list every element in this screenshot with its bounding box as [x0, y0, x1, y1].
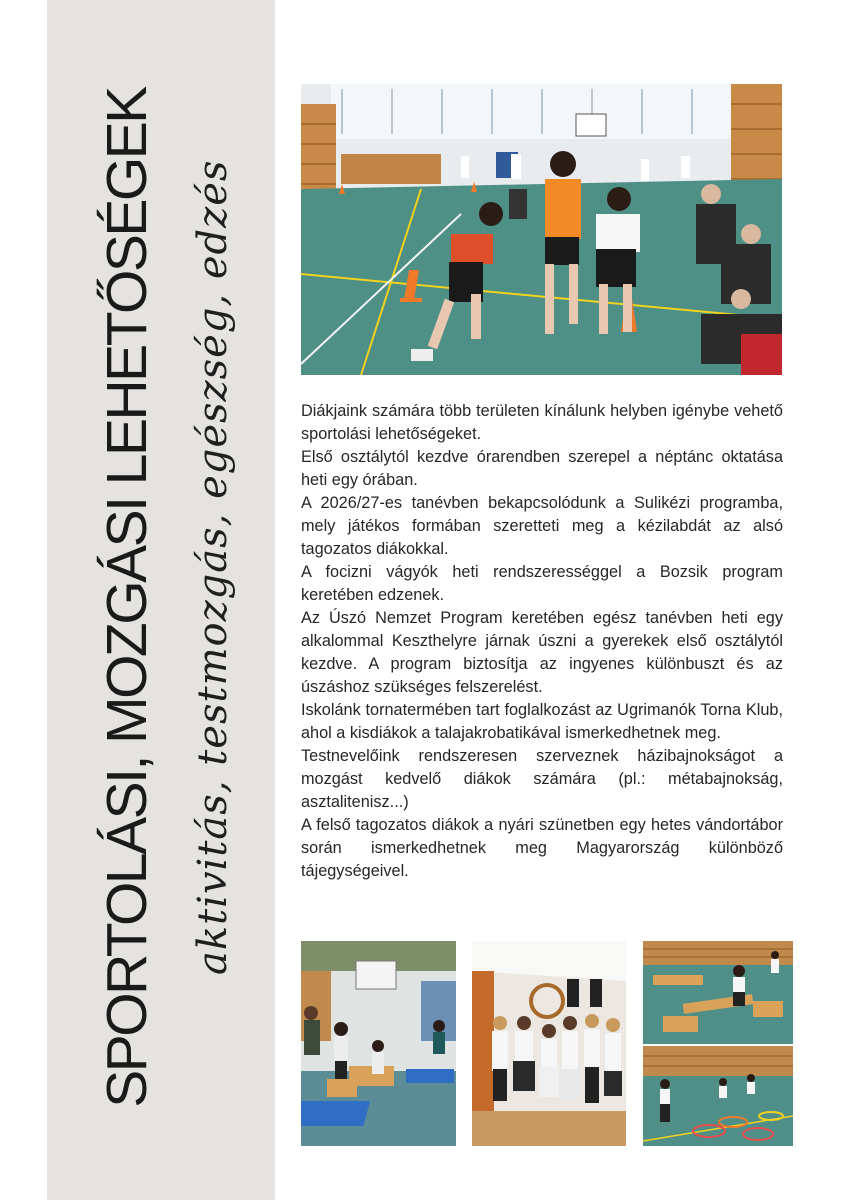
photo-folk-dancers — [472, 941, 626, 1146]
paragraph: Első osztálytól kezdve órarendben szerepel a néptánc oktatása heti egy órában. — [301, 448, 783, 489]
paragraph: A felső tagozatos diákok a nyári szünetben egy hetes vándortábor során ismerkedhetnek meg Magyarország különböző tájegységeivel. — [301, 816, 783, 880]
photo-gymnastics-mats — [301, 941, 456, 1146]
photo-hula-hoops — [643, 1046, 793, 1146]
page-title: SPORTOLÁSI, MOZGÁSI LEHETŐSÉGEK — [95, 88, 159, 1108]
paragraph: Iskolánk tornatermében tart foglalkozást az Ugrimanók Torna Klub, ahol a kisdiákok a talajakrobatikával ismerkedhetnek meg. — [301, 701, 783, 742]
paragraph: Diákjaink számára több területen kínálunk helyben igénybe vehető sportolási lehetőségeket. — [301, 402, 783, 443]
page-subtitle: aktivitás, testmozgás, egészség, edzés — [190, 159, 236, 975]
paragraph: Az Úszó Nemzet Program keretében egész tanévben heti egy alkalommal Keszthelyre járnak úszni a gyerekek első osztálytól kezdve. A program biztosítja az ingyenes különbuszt és az úszáshoz szükséges felszerelést. — [301, 609, 783, 696]
article-body — [301, 400, 783, 883]
main-photo-gym-running — [301, 84, 782, 375]
paragraph: Testnevelőink rendszeresen szerveznek házibajnokságot a mozgást kedvelő diákok számára (pl.: métabajnokság, asztalitenisz...) — [301, 747, 783, 811]
paragraph: A 2026/27-es tanévben bekapcsolódunk a Sulikézi programba, mely játékos formában szeretteti meg a kézilabdát az alsó tagozatos diákokkal. — [301, 494, 783, 558]
photo-obstacle-course — [643, 941, 793, 1044]
paragraph: A focizni vágyók heti rendszerességgel a Bozsik program keretében edzenek. — [301, 563, 783, 604]
